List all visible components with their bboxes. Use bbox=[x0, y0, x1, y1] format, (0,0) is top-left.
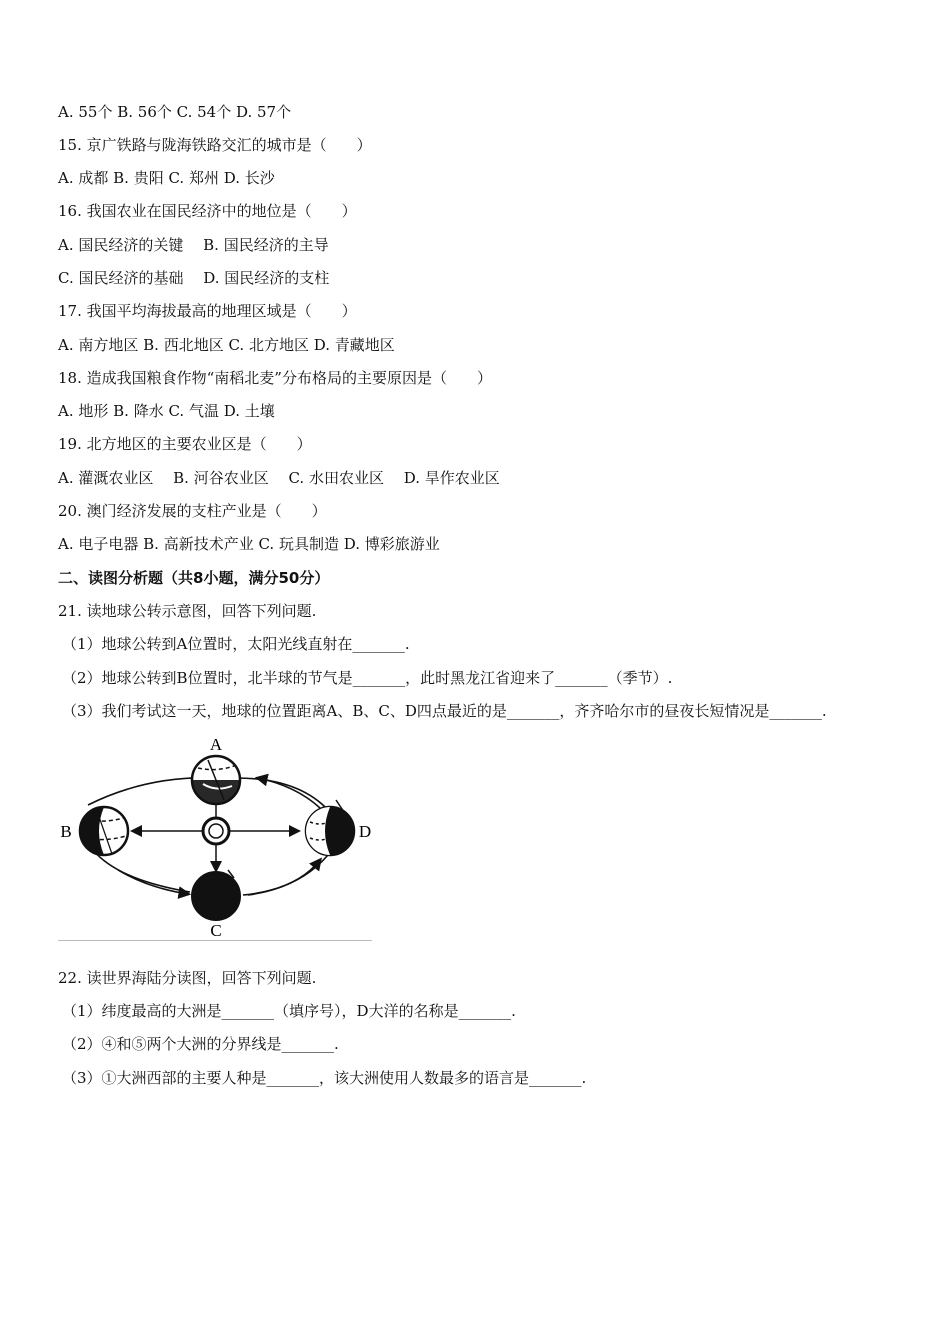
label-b: B bbox=[60, 822, 72, 841]
orbit-arrow-d-a bbox=[258, 778, 320, 808]
q16-options-2: C. 国民经济的基础 D. 国民经济的支柱 bbox=[58, 269, 330, 287]
q21-part-1: （1）地球公转到A位置时，太阳光线直射在_______. bbox=[62, 635, 410, 653]
question-18: 18. 造成我国粮食作物“南稻北麦”分布格局的主要原因是（ ） bbox=[58, 369, 492, 387]
question-17: 17. 我国平均海拔最高的地理区域是（ ） bbox=[58, 302, 357, 320]
orbit-arc-a-d bbox=[236, 778, 328, 810]
earth-d-icon bbox=[306, 800, 354, 855]
q20-options: A. 电子电器 B. 高新技术产业 C. 玩具制造 D. 博彩旅游业 bbox=[58, 535, 440, 553]
question-16: 16. 我国农业在国民经济中的地位是（ ） bbox=[58, 202, 357, 220]
q19-options: A. 灌溉农业区 B. 河谷农业区 C. 水田农业区 D. 旱作农业区 bbox=[58, 469, 500, 487]
q21-part-2: （2）地球公转到B位置时，北半球的节气是_______，此时黑龙江省迎来了_______（季节）. bbox=[62, 669, 673, 687]
q15-options: A. 成都 B. 贵阳 C. 郑州 D. 长沙 bbox=[58, 169, 275, 187]
q22-part-1: （1）纬度最高的大洲是_______（填序号），D大洋的名称是_______. bbox=[62, 1002, 516, 1020]
q22-part-3: （3）①大洲西部的主要人种是_______，该大洲使用人数最多的语言是_______. bbox=[62, 1069, 587, 1087]
question-22: 22. 读世界海陆分读图，回答下列问题. bbox=[58, 969, 317, 987]
orbit-arrow-c-d bbox=[248, 860, 320, 895]
earth-b-icon bbox=[80, 807, 128, 855]
label-d: D bbox=[358, 822, 372, 841]
question-20: 20. 澳门经济发展的支柱产业是（ ） bbox=[58, 502, 327, 520]
orbit-diagram bbox=[58, 730, 372, 940]
label-a: A bbox=[209, 735, 223, 754]
question-15: 15. 京广铁路与陇海铁路交汇的城市是（ ） bbox=[58, 136, 372, 154]
orbit-arc-c-b bbox=[93, 850, 190, 892]
q18-options: A. 地形 B. 降水 C. 气温 D. 土壤 bbox=[58, 402, 275, 420]
q14-options: A. 55个 B. 56个 C. 54个 D. 57个 bbox=[58, 103, 292, 121]
earth-orbit-figure bbox=[58, 730, 372, 940]
label-c: C bbox=[210, 921, 222, 940]
earth-c-icon bbox=[192, 870, 240, 920]
figure-underline bbox=[58, 940, 372, 941]
q17-options: A. 南方地区 B. 西北地区 C. 北方地区 D. 青藏地区 bbox=[58, 336, 395, 354]
question-21: 21. 读地球公转示意图，回答下列问题. bbox=[58, 602, 317, 620]
question-19: 19. 北方地区的主要农业区是（ ） bbox=[58, 435, 312, 453]
section-2-heading: 二、读图分析题（共8小题，满分50分） bbox=[58, 569, 330, 587]
q22-part-2: （2）④和⑤两个大洲的分界线是_______. bbox=[62, 1035, 339, 1053]
q21-part-3: （3）我们考试这一天，地球的位置距离A、B、C、D四点最近的是_______，齐齐哈尔市的昼夜长短情况是_______. bbox=[62, 702, 827, 720]
q16-options-1: A. 国民经济的关键 B. 国民经济的主导 bbox=[58, 236, 329, 254]
earth-a-icon bbox=[192, 756, 240, 804]
orbit-arc-d-c bbox=[243, 855, 328, 895]
